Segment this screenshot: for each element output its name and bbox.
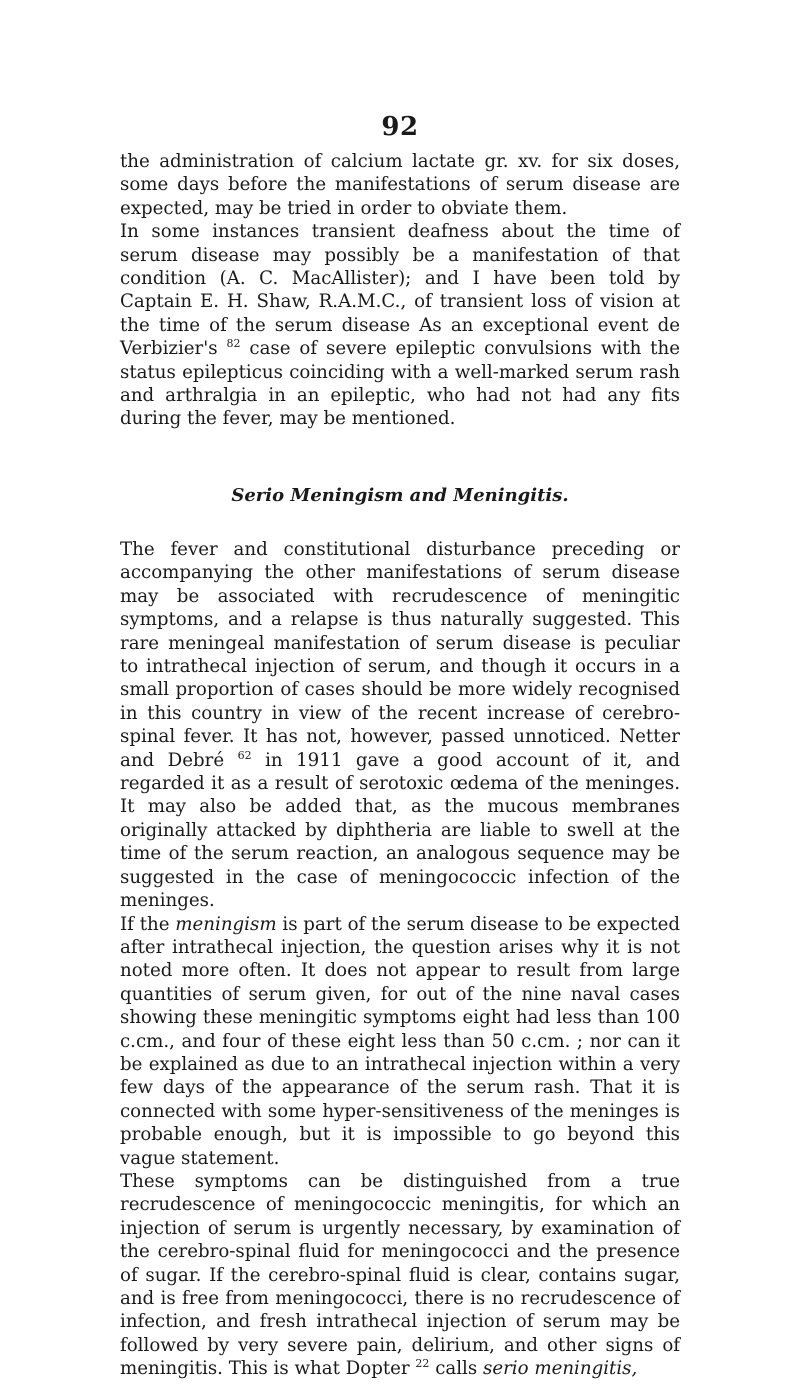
paragraph-continuation — [120, 150, 680, 220]
paragraph-4-italic: meningism — [175, 913, 277, 935]
paragraph-meningism — [120, 913, 680, 1170]
paragraph-deafness — [120, 220, 680, 431]
page-number: 92 — [381, 112, 419, 142]
paragraph-2a-text: In some instances transient deafness about the time of serum disease may possibly be a manifestation of that condition (A. C. MacAllister); and I have been told by Captain E. H. Shaw, R.A.M.C., of transient loss of vision at the time of the serum disease As an exceptional event de Verbizier's — [120, 221, 680, 360]
reference-22: 22 — [415, 1357, 430, 1371]
paragraph-1-text: the administration of calcium lactate gr. xv. for six doses, some days before the manifestations of serum disease are expected, may be tried in order to obviate them. — [120, 151, 680, 219]
paragraph-5-italic: serio meningitis, — [483, 1358, 638, 1380]
paragraph-symptoms — [120, 1170, 680, 1381]
paragraph-3b-text: in 1911 gave a good account of it, and regarded it as a result of serotoxic œdema of the meninges. It may also be added that, as the mucous membranes originally attacked by diphtheria are liable to swell at the time of the serum reaction, an analogous sequence may be suggested in the case of meningococcic infection of the meninges. — [120, 749, 680, 912]
paragraph-4-pre: If the — [120, 913, 170, 935]
reference-82: 82 — [226, 337, 241, 351]
text-block-bottom — [120, 538, 680, 1381]
paragraph-2b-text: case of severe epileptic convulsions with the status epilepticus coinciding with a well-marked serum rash and arthralgia in an epileptic, who had not had any fits during the fever, may be mentioned. — [120, 338, 680, 430]
paragraph-5a-text: These symptoms can be distinguished from a true recrudescence of meningococcic meningitis, for which an injection of serum is urgently necessary, by examination of the cerebro-spinal fluid for meningococci and the presence of sugar. If the cerebro-spinal fluid is clear, contains sugar, and is free from meningococci, there is no recrudescence of infection, and fresh intrathecal injection of serum may be followed by very severe pain, delirium, and other signs of meningitis. This is what Dopter — [120, 1170, 680, 1380]
text-block-top — [120, 150, 680, 431]
section-heading: Serio Meningism and Meningitis. — [231, 485, 569, 506]
paragraph-fever — [120, 538, 680, 913]
paragraph-4-post: is part of the serum disease to be expected after intrathecal injection, the question arises why it is not noted more often. It does not appear to result from large quantities of serum given, for out of the nine naval cases showing these meningitic symptoms eight had less than 100 c.cm., and four of these eight less than 50 c.cm. ; nor can it be explained as due to an intrathecal injection within a very few days of the appearance of the serum rash. That it is connected with some hyper-sensitiveness of the meninges is probable enough, but it is impossible to go beyond this vague statement. — [120, 913, 680, 1169]
paragraph-5b-text: calls — [435, 1358, 478, 1380]
reference-62: 62 — [237, 748, 252, 762]
paragraph-3a-text: The fever and constitutional disturbance preceding or accompanying the other manifestations of serum disease may be associated with recrudescence of meningitic symptoms, and a relapse is thus naturally suggested. This rare meningeal manifestation of serum disease is peculiar to intrathecal injection of serum, and though it occurs in a small proportion of cases should be more widely recognised in this country in view of the recent increase of cerebro-spinal fever. It has not, however, passed unnoticed. Netter and Debré — [120, 539, 680, 771]
